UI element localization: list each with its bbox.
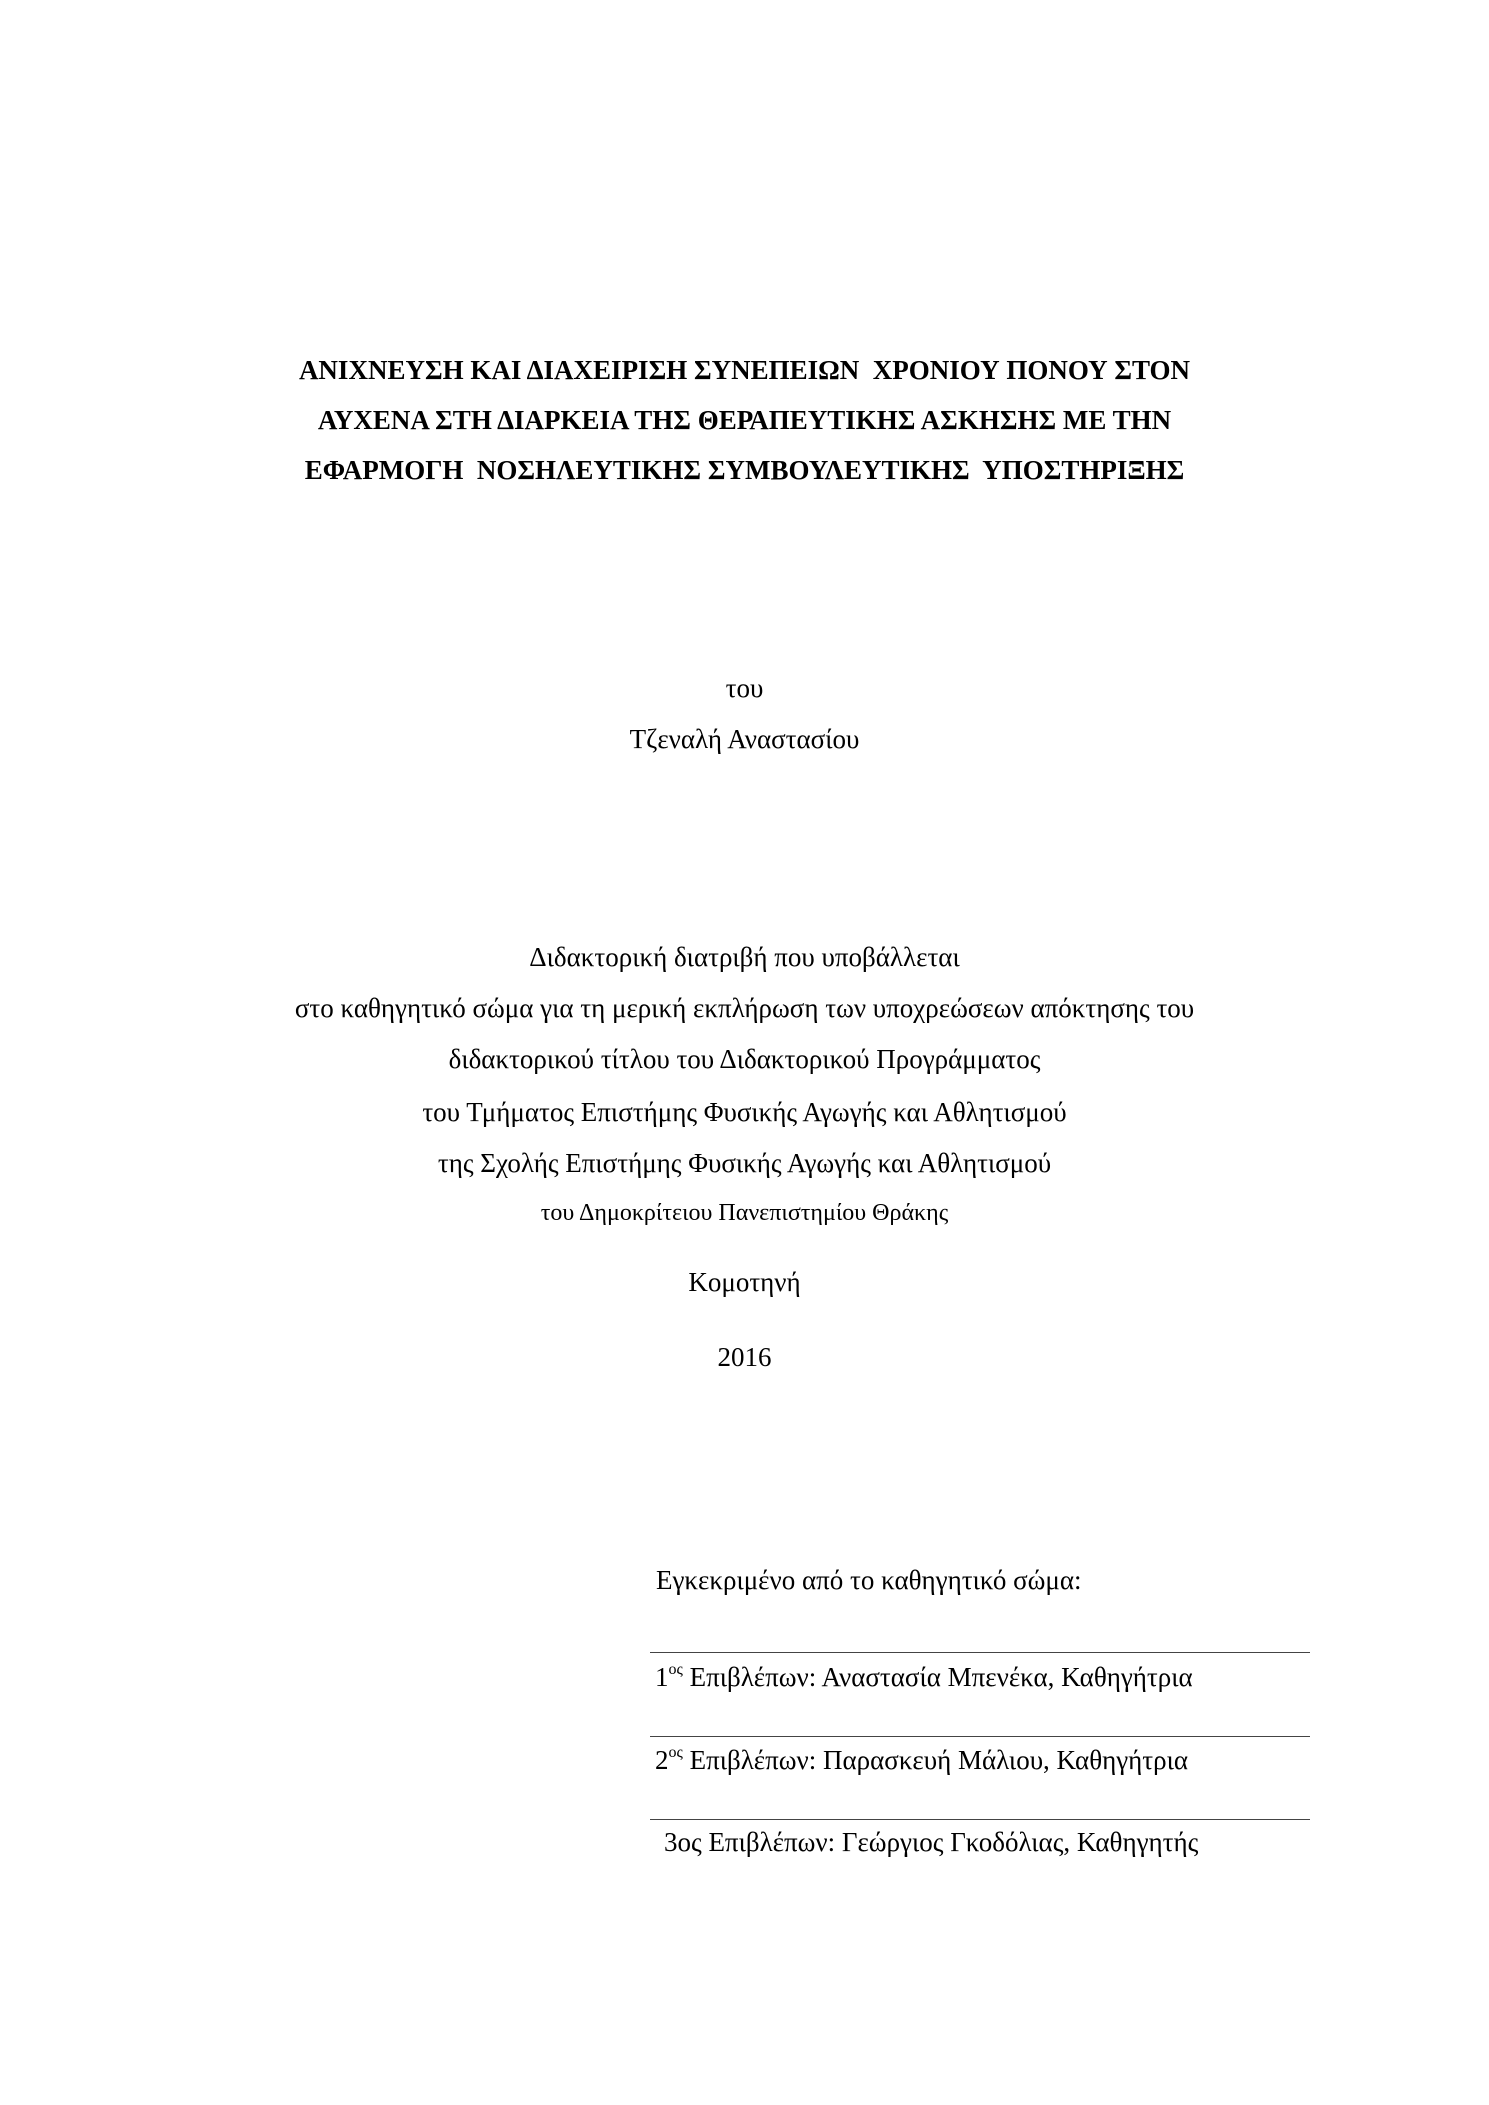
- place: Κομοτηνή: [688, 1267, 801, 1297]
- supervisor-2-ordinal: ος: [668, 1744, 683, 1761]
- signature-line-1: [650, 1652, 1310, 1653]
- description-line-4: του Τμήματος Επιστήμης Φυσικής Αγωγής και Αθλητισμού: [422, 1097, 1067, 1127]
- description-line-1: Διδακτορική διατριβή που υποβάλλεται: [529, 942, 960, 972]
- supervisor-2: [655, 1745, 1188, 1776]
- supervisor-1-text: Επιβλέπων: Αναστασία Μπενέκα, Καθηγήτρια: [682, 1662, 1193, 1692]
- description-line-2: στο καθηγητικό σώμα για τη μερική εκπλήρωση των υποχρεώσεων απόκτησης του: [294, 993, 1195, 1023]
- author-name: Τζεναλή Αναστασίου: [629, 724, 860, 754]
- description-line-5: της Σχολής Επιστήμης Φυσικής Αγωγής και Αθλητισμού: [437, 1148, 1052, 1178]
- author-prefix: του: [725, 673, 764, 703]
- title-line-3: ΕΦΑΡΜΟΓΗ ΝΟΣΗΛΕΥΤΙΚΗΣ ΣΥΜΒΟΥΛΕΥΤΙΚΗΣ ΥΠΟΣΤΗΡΙΞΗΣ: [304, 455, 1185, 485]
- signature-line-3: [650, 1819, 1310, 1820]
- approval-heading: Εγκεκριμένο από το καθηγητικό σώμα:: [656, 1565, 1082, 1595]
- supervisor-1-ordinal: ος: [668, 1661, 683, 1678]
- title-line-1: ΑΝΙΧΝΕΥΣΗ ΚΑΙ ΔΙΑΧΕΙΡΙΣΗ ΣΥΝΕΠΕΙΩΝ ΧΡΟΝΙΟΥ ΠΟΝΟΥ ΣΤΟΝ: [298, 355, 1191, 385]
- description-line-3: διδακτορικού τίτλου του Διδακτορικού Προγράμματος: [448, 1044, 1041, 1074]
- title-line-2: ΑΥΧΕΝΑ ΣΤΗ ΔΙΑΡΚΕΙΑ ΤΗΣ ΘΕΡΑΠΕΥΤΙΚΗΣ ΑΣΚΗΣΗΣ ΜΕ ΤΗΝ: [317, 405, 1172, 435]
- supervisor-2-number: 2: [655, 1745, 669, 1775]
- thesis-title: [0, 345, 1489, 495]
- supervisor-1-number: 1: [655, 1662, 669, 1692]
- description-line-6: του Δημοκρίτειου Πανεπιστημίου Θράκης: [540, 1200, 949, 1226]
- supervisor-3: 3ος Επιβλέπων: Γεώργιος Γκοδόλιας, Καθηγητής: [664, 1827, 1199, 1857]
- year: 2016: [717, 1342, 772, 1372]
- signature-line-2: [650, 1736, 1310, 1737]
- supervisor-2-text: Επιβλέπων: Παρασκευή Μάλιου, Καθηγήτρια: [682, 1745, 1189, 1775]
- supervisor-1: [655, 1662, 1193, 1693]
